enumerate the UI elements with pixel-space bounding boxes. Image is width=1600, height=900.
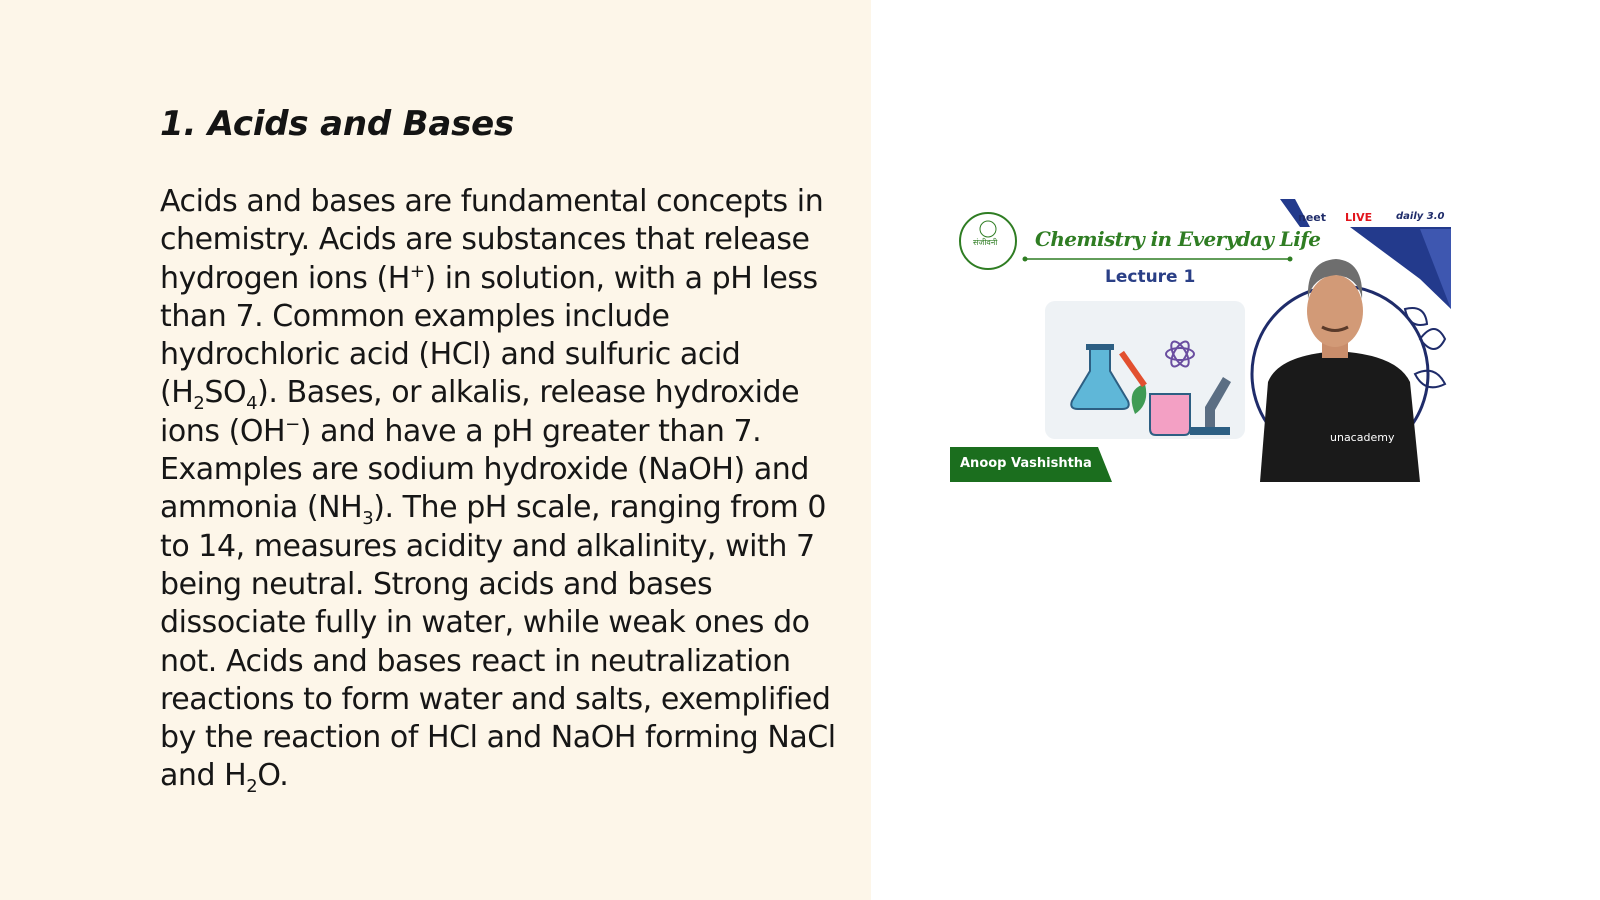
paragraph-text-run: SO bbox=[204, 375, 247, 411]
shirt-logo-text: unacademy bbox=[1330, 431, 1395, 444]
subscript: 4 bbox=[246, 393, 258, 415]
thumbnail-title: Chemistry in Everyday Life bbox=[1035, 227, 1321, 251]
paragraph-text-run: ). The pH scale, ranging from 0 to 14, measures acidity and alkalinity, with 7 being neutral. Strong acids and bases dissociate fully in water, while weak ones do not. Acids and bases react in neutralization reactions to form water and salts, exemplified by the reaction of HCl and NaOH forming NaCl and H bbox=[160, 490, 836, 794]
series-badge: daily 3.0 bbox=[1396, 211, 1445, 222]
lecture-thumbnail[interactable] bbox=[950, 199, 1451, 482]
presenter-name: Anoop Vashishtha bbox=[960, 456, 1092, 471]
paragraph-text-run: ). Bases, or alkalis, release hydroxide ions (OH bbox=[160, 375, 800, 449]
superscript: + bbox=[409, 260, 425, 282]
paragraph-text-run: ) and have a pH greater than 7. Examples are sodium hydroxide (NaOH) and ammonia (NH bbox=[160, 413, 809, 526]
paragraph-text-run: O. bbox=[257, 758, 289, 794]
superscript: − bbox=[285, 413, 300, 435]
section-paragraph bbox=[160, 183, 850, 796]
presenter-figure bbox=[1260, 259, 1420, 482]
live-badge: LIVE bbox=[1345, 211, 1373, 224]
beaker-icon bbox=[1150, 394, 1190, 435]
subscript: 2 bbox=[246, 776, 258, 798]
neet-badge: neet bbox=[1298, 211, 1327, 224]
paragraph-text-run: Acids and bases are fundamental concepts in chemistry. Acids are substances that release hydrogen ions (H bbox=[160, 184, 824, 296]
subscript: 2 bbox=[193, 393, 205, 415]
subscript: 3 bbox=[362, 508, 374, 530]
seal-label: संजीवनी bbox=[973, 238, 998, 247]
paragraph-text-run: ) in solution, with a pH less than 7. Common examples include hydrochloric acid (HCl) and sulfuric acid (H bbox=[160, 260, 818, 411]
lecture-label: Lecture 1 bbox=[1105, 267, 1196, 287]
section-heading: 1. Acids and Bases bbox=[160, 104, 515, 144]
